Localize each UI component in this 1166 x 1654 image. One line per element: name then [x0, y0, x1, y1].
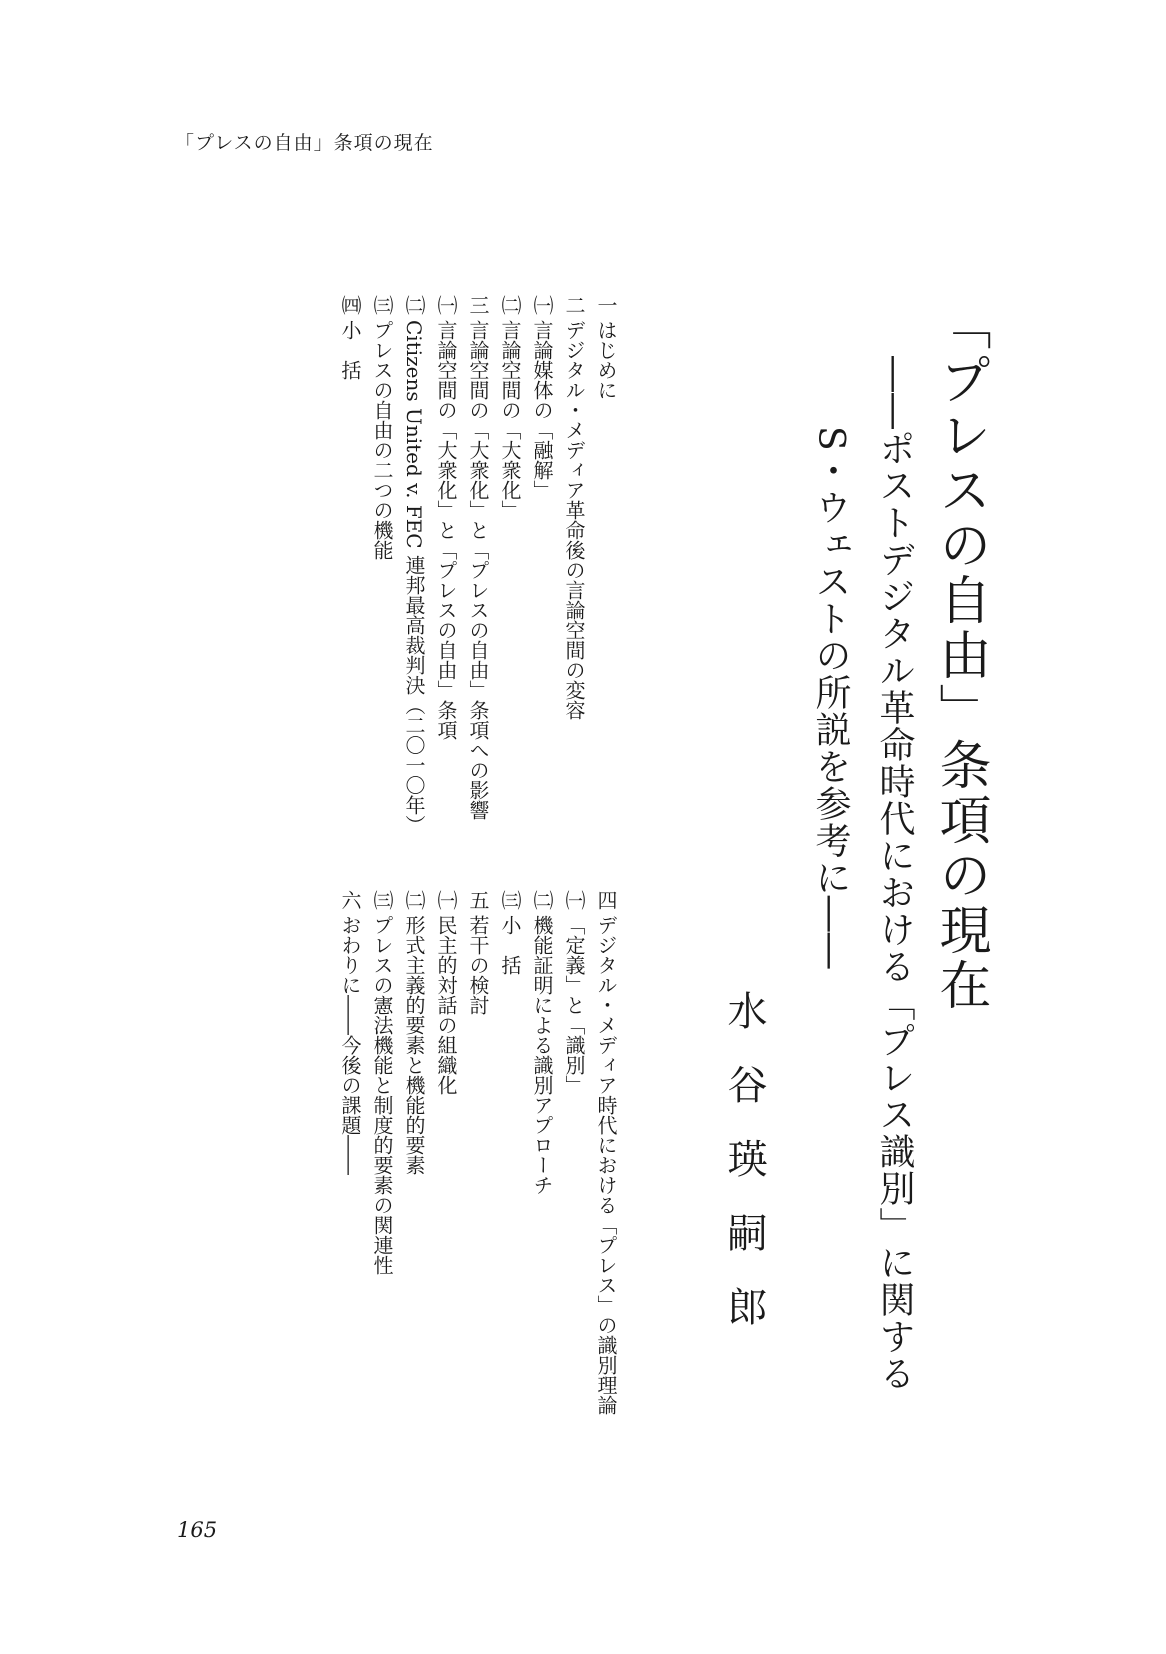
running-head: 「プレスの自由」条項の現在	[175, 132, 434, 154]
author-name: 水谷瑛嗣郎	[721, 990, 767, 1360]
toc-text: 言論媒体の「融解」	[530, 320, 554, 500]
toc-number: 五	[466, 890, 490, 910]
page-number: 165	[177, 1518, 218, 1542]
toc-text: 機能証明による識別アプローチ	[530, 915, 554, 1195]
toc-item	[456, 290, 488, 835]
toc-number: ㈡	[498, 295, 522, 315]
toc-number: 六	[338, 890, 362, 910]
toc-item	[424, 290, 456, 835]
table-of-contents-lower	[328, 885, 616, 1415]
toc-number: 四	[594, 890, 618, 910]
toc-number: 三	[466, 295, 490, 315]
toc-item	[360, 290, 392, 835]
toc-item	[456, 885, 488, 1415]
toc-text: 言論空間の「大衆化」	[498, 320, 522, 520]
toc-number: 二	[562, 295, 586, 315]
toc-item	[488, 885, 520, 1415]
toc-number: ㈠	[434, 890, 458, 910]
toc-item	[520, 290, 552, 835]
toc-text: プレスの憲法機能と制度的要素の関連性	[370, 915, 394, 1275]
toc-text: Citizens United v. FEC 連邦最高裁判決（二〇一〇年）	[402, 320, 426, 835]
toc-text: プレスの自由の二つの機能	[370, 320, 394, 560]
toc-text: おわりに――今後の課題――	[338, 915, 362, 1175]
toc-text: 言論空間の「大衆化」と「プレスの自由」条項への影響	[466, 320, 490, 820]
toc-number: ㈠	[434, 295, 458, 315]
toc-item	[584, 290, 616, 835]
toc-text: デジタル・メディア革命後の言論空間の変容	[562, 320, 586, 720]
toc-text: 小 括	[338, 320, 362, 380]
toc-item	[392, 290, 424, 835]
toc-text: はじめに	[594, 320, 618, 400]
toc-item	[584, 885, 616, 1415]
toc-number: ㈢	[498, 890, 522, 910]
toc-text: 民主的対話の組織化	[434, 915, 458, 1095]
toc-text: 若干の検討	[466, 915, 490, 1015]
toc-item	[328, 290, 360, 835]
toc-text: 「定義」と「識別」	[562, 915, 586, 1095]
article-subtitle-line1: ――ポストデジタル革命時代における「プレス識別」に関する	[874, 356, 915, 1392]
article-title: 「プレスの自由」条項の現在	[930, 298, 990, 1013]
toc-item	[520, 885, 552, 1415]
table-of-contents-upper	[328, 290, 616, 835]
toc-number: ㈠	[562, 890, 586, 910]
toc-text: 言論空間の「大衆化」と「プレスの自由」条項	[434, 320, 458, 740]
toc-number: ㈢	[370, 295, 394, 315]
toc-number: ㈣	[338, 295, 362, 315]
toc-item	[552, 290, 584, 835]
toc-text: 形式主義的要素と機能的要素	[402, 915, 426, 1175]
toc-text: 小 括	[498, 915, 522, 975]
toc-text: デジタル・メディア時代における「プレス」の識別理論	[594, 915, 618, 1415]
toc-item	[360, 885, 392, 1415]
toc-number: ㈢	[370, 890, 394, 910]
toc-number: ㈠	[530, 295, 554, 315]
toc-item	[328, 885, 360, 1415]
article-subtitle-line2: S・ウェストの所説を参考に――	[810, 426, 851, 970]
toc-number: 一	[594, 295, 618, 315]
toc-item	[424, 885, 456, 1415]
toc-number: ㈡	[402, 295, 426, 315]
toc-item	[552, 885, 584, 1415]
toc-item	[488, 290, 520, 835]
toc-number: ㈡	[402, 890, 426, 910]
toc-number: ㈡	[530, 890, 554, 910]
toc-item	[392, 885, 424, 1415]
